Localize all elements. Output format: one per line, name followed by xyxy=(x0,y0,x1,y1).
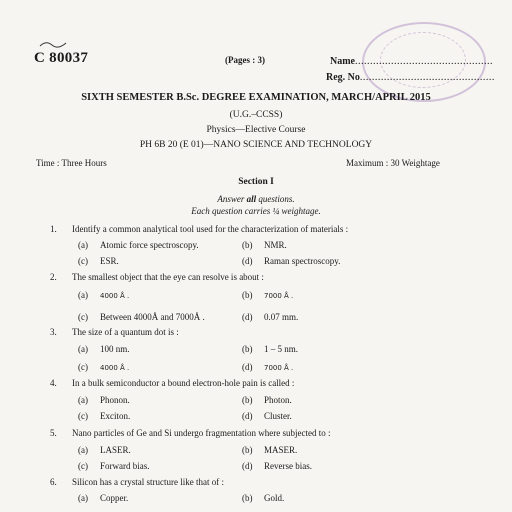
reg-no-blank: ............................................. xyxy=(359,72,495,83)
option-2b xyxy=(242,290,293,300)
option-label: (b) xyxy=(242,493,253,503)
option-text: ESR. xyxy=(100,256,119,266)
option-4c xyxy=(78,411,130,421)
option-label: (a) xyxy=(78,445,88,455)
option-text: LASER. xyxy=(100,445,131,455)
scheme-label: (U.G.–CCSS) xyxy=(229,110,283,120)
name-blank: .............................................. xyxy=(355,56,493,67)
option-text: Between 4000Å and 7000Å . xyxy=(100,312,205,322)
question-number: 1. xyxy=(50,224,57,234)
option-3a xyxy=(78,344,130,354)
option-label: (a) xyxy=(78,344,88,354)
option-text: Cluster. xyxy=(264,411,292,421)
pen-mark-icon xyxy=(38,38,68,50)
option-label: (b) xyxy=(242,344,253,354)
question-3 xyxy=(50,327,179,337)
option-label: (b) xyxy=(242,290,253,300)
question-text: Silicon has a crystal structure like that of : xyxy=(72,477,224,487)
option-5d xyxy=(242,461,312,471)
question-6 xyxy=(50,477,224,487)
name-field xyxy=(330,56,493,67)
option-text: Copper. xyxy=(100,493,129,503)
paper-code: C 80037 xyxy=(34,50,89,66)
question-text: Nano particles of Ge and Si undergo fragmentation where subjected to : xyxy=(72,428,331,438)
option-1b xyxy=(242,240,287,250)
option-label: (a) xyxy=(78,240,88,250)
page-count: (Pages : 3) xyxy=(225,55,265,65)
option-text: Reverse bias. xyxy=(264,461,312,471)
section-heading: Section I xyxy=(238,177,274,187)
question-number: 6. xyxy=(50,477,57,487)
option-text: 1 – 5 nm. xyxy=(264,344,299,354)
instruction-suffix: questions. xyxy=(256,194,295,204)
option-2c xyxy=(78,312,205,322)
option-text: 100 nm. xyxy=(100,344,130,354)
option-text: MASER. xyxy=(264,445,298,455)
option-5a xyxy=(78,445,131,455)
option-label: (c) xyxy=(78,312,88,322)
option-label: (a) xyxy=(78,290,88,300)
option-1d xyxy=(242,256,340,266)
option-3c xyxy=(78,362,129,372)
option-6a xyxy=(78,493,128,503)
option-3d xyxy=(242,362,293,372)
option-label: (b) xyxy=(242,445,253,455)
paper-title: PH 6B 20 (E 01)—NANO SCIENCE AND TECHNOLOGY xyxy=(139,140,373,150)
option-label: (d) xyxy=(242,312,253,322)
option-text: 7000 Å . xyxy=(264,292,294,300)
option-1a xyxy=(78,240,199,250)
name-label: Name xyxy=(330,56,355,67)
option-text: Atomic force spectroscopy. xyxy=(100,240,199,250)
option-label: (d) xyxy=(242,256,253,266)
question-2 xyxy=(50,272,264,282)
instruction-bold: all xyxy=(246,194,257,204)
option-label: (b) xyxy=(242,240,253,250)
question-number: 5. xyxy=(50,428,57,438)
question-number: 4. xyxy=(50,378,57,388)
option-text: NMR. xyxy=(264,240,287,250)
option-label: (d) xyxy=(242,411,253,421)
answer-instruction xyxy=(0,194,512,204)
option-text: Phonon. xyxy=(100,395,130,405)
question-1 xyxy=(50,224,348,234)
option-label: (c) xyxy=(78,411,88,421)
option-5c xyxy=(78,461,150,471)
option-4a xyxy=(78,395,130,405)
option-text: Forward bias. xyxy=(100,461,150,471)
option-label: (c) xyxy=(78,256,88,266)
instruction-prefix: Answer xyxy=(217,194,247,204)
option-text: 0.07 mm. xyxy=(264,312,299,322)
exam-title: SIXTH SEMESTER B.Sc. DEGREE EXAMINATION, MARCH/APRIL 2015 xyxy=(81,92,431,103)
option-2a xyxy=(78,290,129,300)
option-4b xyxy=(242,395,292,405)
option-label: (a) xyxy=(78,395,88,405)
question-text: Identify a common analytical tool used for the characterization of materials : xyxy=(72,224,349,234)
option-text: 4000 Å . xyxy=(100,364,130,372)
question-text: The size of a quantum dot is : xyxy=(72,327,179,337)
course-name: Physics—Elective Course xyxy=(206,125,306,135)
option-text: Raman spectroscopy. xyxy=(264,256,341,266)
time-allowed: Time : Three Hours xyxy=(36,158,107,168)
option-text: 7000 Å . xyxy=(264,364,294,372)
option-label: (d) xyxy=(242,362,253,372)
option-1c xyxy=(78,256,119,266)
option-label: (d) xyxy=(242,461,253,471)
option-2d xyxy=(242,312,298,322)
maximum-weightage: Maximum : 30 Weightage xyxy=(346,158,440,168)
question-5 xyxy=(50,428,331,438)
reg-no-field xyxy=(326,72,495,83)
option-3b xyxy=(242,344,298,354)
weightage-instruction: Each question carries ¼ weightage. xyxy=(191,206,321,216)
option-text: Gold. xyxy=(264,493,285,503)
option-text: Exciton. xyxy=(100,411,131,421)
option-text: 4000 Å . xyxy=(100,292,130,300)
option-6b xyxy=(242,493,284,503)
question-4 xyxy=(50,378,294,388)
option-label: (c) xyxy=(78,461,88,471)
question-text: The smallest object that the eye can resolve is about : xyxy=(72,272,264,282)
option-label: (c) xyxy=(78,362,88,372)
option-4d xyxy=(242,411,292,421)
option-5b xyxy=(242,445,297,455)
question-number: 3. xyxy=(50,327,57,337)
question-number: 2. xyxy=(50,272,57,282)
reg-no-label: Reg. No xyxy=(326,72,360,83)
option-label: (a) xyxy=(78,493,88,503)
option-text: Photon. xyxy=(264,395,292,405)
question-text: In a bulk semiconductor a bound electron-hole pain is called : xyxy=(72,378,295,388)
option-label: (b) xyxy=(242,395,253,405)
